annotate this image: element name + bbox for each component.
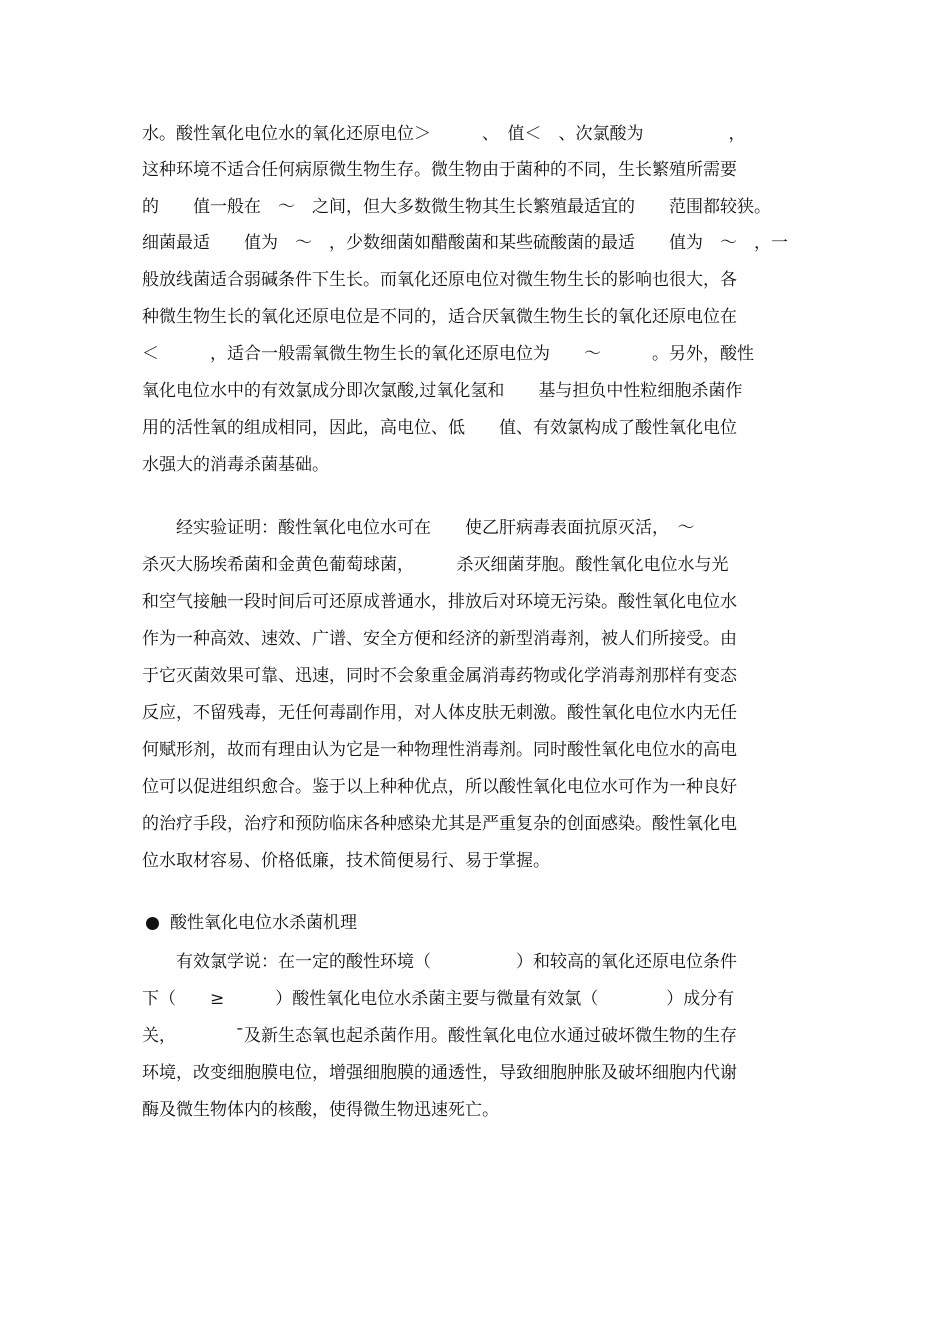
paragraph-line: 位水取材容易、价格低廉，技术简便易行、易于掌握。 bbox=[142, 851, 550, 871]
paragraph-line: 水强大的消毒杀菌基础。 bbox=[142, 455, 329, 475]
paragraph-line: 氧化电位水中的有效氯成分即次氯酸,过氧化氢和 基与担负中性粒细胞杀菌作 bbox=[142, 381, 743, 401]
paragraph-line: ＜ ，适合一般需氧微生物生长的氧化还原电位为 ～ 。另外，酸性 bbox=[142, 344, 754, 364]
paragraph-line: 何赋形剂，故而有理由认为它是一种物理性消毒剂。同时酸性氧化电位水的高电 bbox=[142, 740, 737, 760]
paragraph-line: 杀灭大肠埃希菌和金黄色葡萄球菌， 杀灭细菌芽胞。酸性氧化电位水与光 bbox=[142, 555, 729, 575]
bullet-dot bbox=[146, 917, 159, 930]
paragraph-line: 的 值一般在 ～ 之间，但大多数微生物其生长繁殖最适宜的 范围都较狭。 bbox=[142, 197, 771, 217]
paragraph-line: 种微生物生长的氧化还原电位是不同的，适合厌氧微生物生长的氧化还原电位在 bbox=[142, 307, 737, 327]
paragraph-line: 这种环境不适合任何病原微生物生存。微生物由于菌种的不同，生长繁殖所需要 bbox=[142, 160, 737, 180]
paragraph-line: 关， ¯及新生态氧也起杀菌作用。酸性氧化电位水通过破坏微生物的生存 bbox=[142, 1026, 737, 1046]
paragraph-line: 于它灭菌效果可靠、迅速，同时不会象重金属消毒药物或化学消毒剂那样有变态 bbox=[142, 666, 737, 686]
paragraph-line: 下（ ≥ ）酸性氧化电位水杀菌主要与微量有效氯（ ）成分有 bbox=[142, 989, 735, 1009]
paragraph-line: 位可以促进组织愈合。鉴于以上种种优点，所以酸性氧化电位水可作为一种良好 bbox=[142, 777, 737, 797]
paragraph-line: 反应，不留残毒，无任何毒副作用，对人体皮肤无刺激。酸性氧化电位水内无任 bbox=[142, 703, 737, 723]
paragraph-line: 的治疗手段，治疗和预防临床各种感染尤其是严重复杂的创面感染。酸性氧化电 bbox=[142, 814, 737, 834]
section-heading: 酸性氧化电位水杀菌机理 bbox=[170, 913, 357, 933]
paragraph-line: 般放线菌适合弱碱条件下生长。而氧化还原电位对微生物生长的影响也很大，各 bbox=[142, 270, 737, 290]
paragraph-line: 和空气接触一段时间后可还原成普通水，排放后对环境无污染。酸性氧化电位水 bbox=[142, 592, 737, 612]
paragraph-line: 用的活性氧的组成相同，因此，高电位、低 值、有效氯构成了酸性氧化电位 bbox=[142, 418, 737, 438]
bullet-icon bbox=[142, 913, 162, 933]
paragraph-line: 有效氯学说：在一定的酸性环境（ ）和较高的氧化还原电位条件 bbox=[142, 952, 737, 972]
paragraph-line: 水。酸性氧化电位水的氧化还原电位＞ 、 值＜ 、次氯酸为 ， bbox=[142, 124, 746, 144]
paragraph-line: 经实验证明：酸性氧化电位水可在 使乙肝病毒表面抗原灭活， ～ bbox=[142, 518, 695, 538]
paragraph-line: 环境，改变细胞膜电位，增强细胞膜的通透性，导致细胞肿胀及破坏细胞内代谢 bbox=[142, 1063, 737, 1083]
paragraph-line: 作为一种高效、速效、广谱、安全方便和经济的新型消毒剂，被人们所接受。由 bbox=[142, 629, 737, 649]
paragraph-line: 细菌最适 值为 ～ ，少数细菌如醋酸菌和某些硫酸菌的最适 值为 ～ ，一 bbox=[142, 233, 788, 253]
paragraph-line: 酶及微生物体内的核酸，使得微生物迅速死亡。 bbox=[142, 1100, 499, 1120]
